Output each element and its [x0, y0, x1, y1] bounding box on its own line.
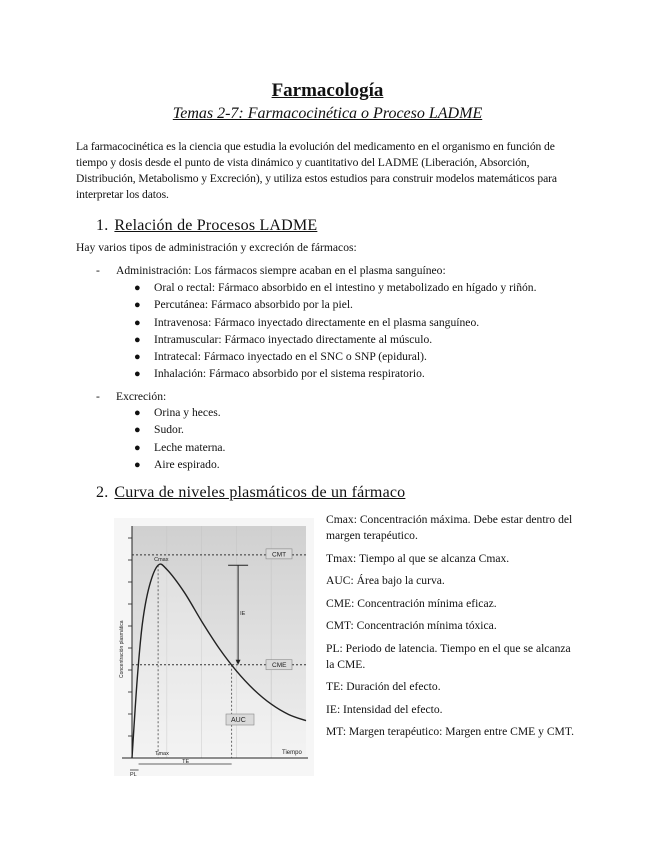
cmt-label: CMT — [272, 551, 287, 559]
administration-item: - Administración: Los fármacos siempre acaban en el plasma sanguíneo: — [96, 264, 446, 277]
legend-item: MT: Margen terapéutico: Margen entre CME y CMT. — [326, 725, 574, 738]
section-1-heading — [96, 217, 317, 235]
legend-item: CME: Concentración mínima eficaz. — [326, 596, 497, 610]
list-item: ● Leche materna. — [134, 440, 226, 454]
auc-label: AUC — [231, 717, 246, 724]
section-1-number: 1. — [96, 217, 109, 234]
list-item: ● Oral o rectal: Fármaco absorbido en el intestino y metabolizado en hígado y riñón. — [134, 281, 537, 294]
list-item: ● Intratecal: Fármaco inyectado en el SNC o SNP (epidural). — [134, 350, 427, 364]
list-item: ● Orina y heces. — [134, 406, 221, 419]
section-1-paragraph: Hay varios tipos de administración y excreción de fármacos: — [76, 241, 357, 254]
intro-paragraph: La farmacocinética es la ciencia que estudia la evolución del medicamento en el organismo en función de tiempo y dosis desde el punto de vista dinámico y cuantitativo del LADME (Liberación, Absorción, Distribución, Metabolismo y Excreción), y utiliza estos estudios para construir modelos matemáticos para interpretar los datos. — [76, 140, 557, 201]
legend-item: AUC: Área bajo la curva. — [326, 574, 445, 587]
list-item: ● Inhalación: Fármaco absorbido por el sistema respiratorio. — [134, 367, 425, 381]
list-item: ● Aire espirado. — [134, 457, 220, 471]
te-label: TE — [182, 759, 190, 765]
excretion-item: - Excreción: — [96, 390, 167, 403]
legend-item: TE: Duración del efecto. — [326, 680, 441, 693]
cmax-label: Cmax — [154, 557, 169, 564]
document-title: Farmacología — [271, 80, 384, 101]
tmax-label: Tmax — [155, 751, 169, 757]
curve-legend-list — [326, 512, 576, 747]
legend-item: Cmax: Concentración máxima. Debe estar dentro del margen terapéutico. — [326, 513, 573, 542]
legend-item: CMT: Concentración mínima tóxica. — [326, 619, 497, 632]
legend-item: Tmax: Tiempo al que se alcanza Cmax. — [326, 551, 510, 565]
list-item: ● Intravenosa: Fármaco inyectado directamente en el plasma sanguíneo. — [134, 315, 480, 329]
cme-label: CME — [272, 662, 287, 670]
plasma-curve-chart — [114, 518, 314, 776]
legend-item: PL: Periodo de latencia. Tiempo en el que se alcanza la CME. — [326, 641, 571, 671]
x-axis-label: Tiempo — [282, 750, 302, 756]
list-item: ● Sudor. — [134, 423, 184, 437]
section-1-title: Relación de Procesos LADME — [114, 217, 318, 234]
excretion-list — [134, 404, 225, 473]
section-2-title: Curva de niveles plasmáticos de un fármaco — [114, 484, 406, 501]
excretion-label: Excreción: — [116, 390, 167, 403]
section-2-heading — [96, 484, 405, 502]
y-axis-label: Concentración plasmática — [119, 620, 125, 678]
ie-label: IE — [240, 610, 246, 617]
pl-label: PL — [130, 772, 137, 776]
document-subtitle: Temas 2-7: Farmacocinética o Proceso LADME — [172, 105, 483, 122]
list-item: ● Percutánea: Fármaco absorbido por la piel. — [134, 298, 353, 312]
section-2-number: 2. — [96, 484, 109, 501]
administration-label: Administración: Los fármacos siempre acaban en el plasma sanguíneo: — [116, 264, 446, 277]
plasma-curve-figure — [114, 518, 314, 776]
list-item: ● Intramuscular: Fármaco inyectado directamente al músculo. — [134, 332, 433, 346]
administration-list — [134, 279, 536, 383]
legend-item: IE: Intensidad del efecto. — [326, 702, 443, 716]
